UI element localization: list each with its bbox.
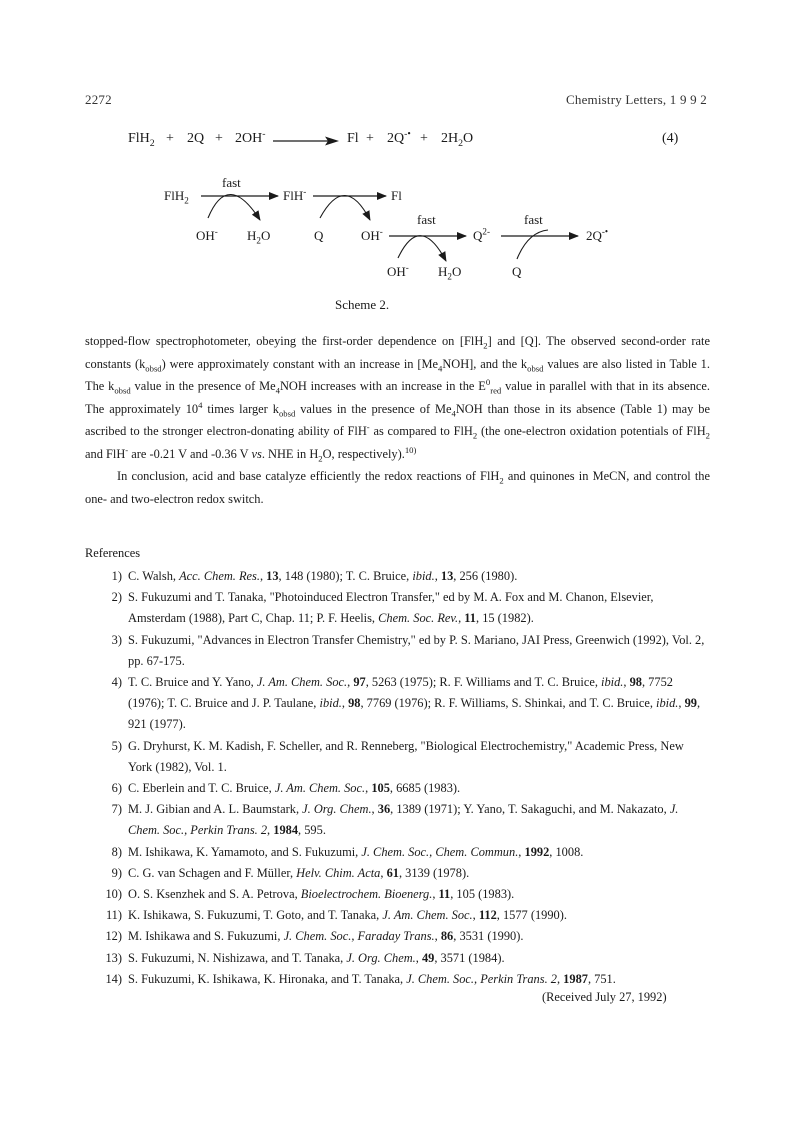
reference-item xyxy=(85,630,710,672)
reference-number: 1) xyxy=(111,569,122,583)
reference-number: 4) xyxy=(111,675,122,690)
equation-number: (4) xyxy=(662,131,679,146)
reference-item xyxy=(85,566,710,587)
scheme-q-dianion: $Q^{2-}$ xyxy=(473,226,490,243)
reference-item xyxy=(85,926,710,947)
reference-item xyxy=(85,905,710,926)
scheme-quinone-q-2: Q xyxy=(512,264,522,279)
scheme-water-1: $H_2O$ xyxy=(247,228,271,246)
eq-product-2h2o: $2H_2O$ xyxy=(441,131,474,149)
eq-product-fl: Fl xyxy=(347,131,359,146)
reference-item xyxy=(85,969,710,990)
scheme-fl: Fl xyxy=(391,188,402,203)
reference-text: T. C. Bruice and Y. Yano, J. Am. Chem. Soc., 97, 5263 (1975); R. F. Williams and T. C. Bruice, ibid., 98, 7752 (1976); T. C. Bruice and J. P. Taulane, ibid., 98, 7769 (1976); R. F. Williams, S. Shinkai, and T. C. Bruice, ibid., 99, 921 (1977). xyxy=(128,675,701,732)
reference-item xyxy=(85,799,710,841)
eq-plus: + xyxy=(366,131,374,146)
scheme-hydroxide-3: OH- xyxy=(387,262,409,279)
reference-item xyxy=(85,778,710,799)
reference-text: O. S. Ksenzhek and S. A. Petrova, Bioelectrochem. Bioenerg., 11, 105 (1983). xyxy=(128,887,515,902)
eq-plus: + xyxy=(215,131,223,146)
reference-number: 6) xyxy=(111,781,122,796)
reference-number: 8) xyxy=(111,844,122,859)
journal-running-head: Chemistry Letters, 1 9 9 2 xyxy=(566,92,707,107)
scheme-flh-anion: FlH- xyxy=(283,186,307,203)
reference-text: K. Ishikawa, S. Fukuzumi, T. Goto, and T. Tanaka, J. Am. Chem. Soc., 112, 1577 (1990). xyxy=(128,908,567,923)
scheme-water-2: $H_2O$ xyxy=(438,264,462,282)
reference-number: 2) xyxy=(111,590,122,605)
reference-text: C. Walsh, Acc. Chem. Res., 13, 148 (1980); T. C. Bruice, ibid., 13, 256 (1980). xyxy=(128,569,518,583)
eq-plus: + xyxy=(166,131,174,146)
reference-text: M. Ishikawa and S. Fukuzumi, J. Chem. Soc., Faraday Trans., 86, 3531 (1990). xyxy=(128,929,524,944)
body-text xyxy=(85,330,710,510)
reference-number: 3) xyxy=(111,632,122,647)
reference-number: 11) xyxy=(105,908,122,923)
references-heading: References xyxy=(85,546,141,560)
reference-number: 14) xyxy=(105,971,122,986)
reference-number: 12) xyxy=(105,929,122,944)
scheme-2q-semiquinone: 2Q-• xyxy=(586,226,609,243)
eq-plus: + xyxy=(420,131,428,146)
scheme-hydroxide-1: OH- xyxy=(196,226,218,243)
scheme-flh2: FlH$_2$ xyxy=(164,188,189,206)
paragraph-1: stopped-flow spectrophotometer, obeying the first-order dependence on [FlH$_2$] and [Q]. The observed second-order rate constants $(k_{obsd})$ were approximately constant with an increase in $[Me_4NOH]$, and the $k_{obsd}$ values are also listed in Table 1. The $k_{obsd}$ value in the presence of $Me_4NOH$ increases with an increase in the $E^0_{red}$ value in parallel with that in its absence. The approximately $10^4$ times larger $k_{obsd}$ values in the presence of $Me_4NOH$ than those in its absence (Table 1) may be ascribed to the stronger electron-donating ability of FlH- as compared to FlH$_2$ (the one-electron oxidation potentials of FlH$_2$ and FlH- are -0.21 V and -0.36 V vs. NHE in $H_2O$, respectively).$^{10)}$ xyxy=(85,334,710,463)
reference-item xyxy=(85,672,710,736)
eq-product-2q-semiquinone: 2Q-• xyxy=(387,128,411,146)
reference-item xyxy=(85,863,710,884)
reference-item xyxy=(85,736,710,778)
scheme-caption: Scheme 2. xyxy=(335,297,390,312)
scheme-quinone-q: Q xyxy=(314,228,324,243)
reference-text: S. Fukuzumi, K. Ishikawa, K. Hironaka, and T. Tanaka, J. Chem. Soc., Perkin Trans. 2, 1987, 751. xyxy=(128,971,616,986)
reference-number: 10) xyxy=(105,887,122,902)
eq-reactant-flh2: FlH$_2$ xyxy=(128,131,155,149)
eq-reactant-2oh: 2OH- xyxy=(235,128,266,146)
reference-number: 7) xyxy=(111,802,122,817)
scheme-fast-label-3: fast xyxy=(524,212,543,227)
reference-text: G. Dryhurst, K. M. Kadish, F. Scheller, and R. Renneberg, "Biological Electrochemistry," Academic Press, New York (1982), Vol. 1. xyxy=(128,738,684,774)
references-list xyxy=(85,566,710,990)
page-number: 2272 xyxy=(85,92,112,107)
reference-number: 5) xyxy=(111,738,122,753)
scheme-arrows xyxy=(0,0,793,300)
reference-text: C. Eberlein and T. C. Bruice, J. Am. Chem. Soc., 105, 6685 (1983). xyxy=(128,781,461,796)
scheme-fast-label-2: fast xyxy=(417,212,436,227)
received-date: (Received July 27, 1992) xyxy=(542,990,667,1004)
reference-text: S. Fukuzumi, N. Nishizawa, and T. Tanaka, J. Org. Chem., 49, 3571 (1984). xyxy=(128,950,505,965)
reference-item xyxy=(85,842,710,863)
scheme-hydroxide-2: OH- xyxy=(361,226,383,243)
reference-text: C. G. van Schagen and F. Müller, Helv. Chim. Acta, 61, 3139 (1978). xyxy=(128,865,470,880)
eq-reactant-2q: 2Q xyxy=(187,131,205,146)
reference-text: M. J. Gibian and A. L. Baumstark, J. Org. Chem., 36, 1389 (1971); Y. Yano, T. Sakaguchi, and M. Nakazato, J. Chem. Soc., Perkin Trans. 2, 1984, 595. xyxy=(128,802,679,838)
reference-text: S. Fukuzumi, "Advances in Electron Transfer Chemistry," ed by P. S. Mariano, JAI Press, Greenwich (1992), Vol. 2, pp. 67-175. xyxy=(128,632,705,668)
reference-number: 13) xyxy=(105,950,122,965)
reference-text: S. Fukuzumi and T. Tanaka, "Photoinduced Electron Transfer," ed by M. A. Fox and M. Chanon, Elsevier, Amsterdam (1988), Part C, Chap. 11; P. F. Heelis, Chem. Soc. Rev., 11, 15 (1982). xyxy=(128,590,654,626)
reference-item xyxy=(85,884,710,905)
reference-text: M. Ishikawa, K. Yamamoto, and S. Fukuzumi, J. Chem. Soc., Chem. Commun., 1992, 1008. xyxy=(128,844,584,859)
reference-item xyxy=(85,587,710,629)
reference-number: 9) xyxy=(111,865,122,880)
paragraph-2: In conclusion, acid and base catalyze efficiently the redox reactions of FlH$_2$ and quinones in MeCN, and control the one- and two-electron redox switch. xyxy=(85,469,711,506)
scheme-fast-label-1: fast xyxy=(222,175,241,190)
reference-item xyxy=(85,948,710,969)
